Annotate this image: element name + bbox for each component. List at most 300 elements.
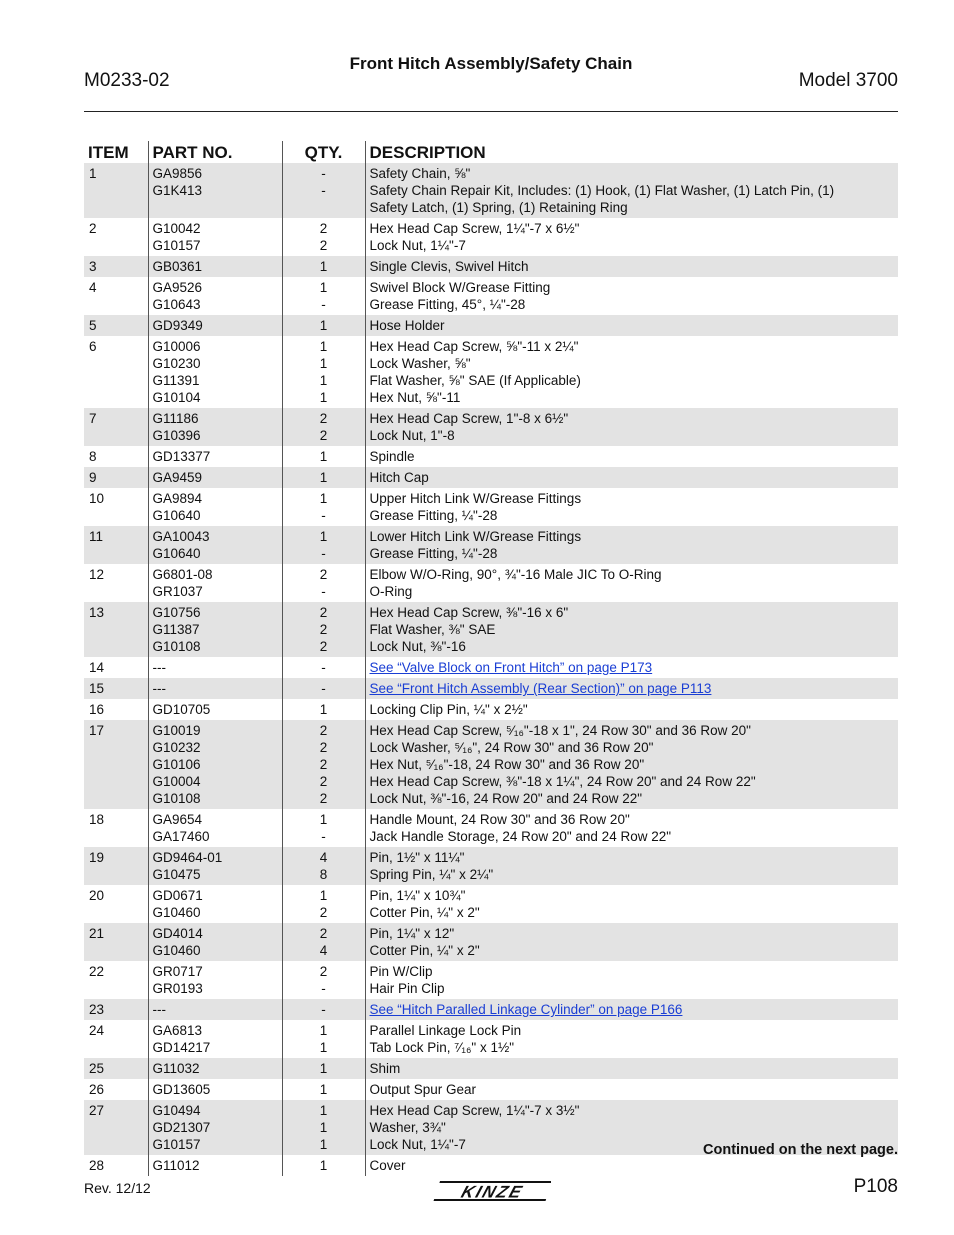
description-cell (365, 408, 898, 446)
quantity: - (321, 584, 326, 599)
part-number: GD0671 (152, 888, 203, 903)
description: Flat Washer, ⅝" SAE (If Applicable) (369, 373, 581, 388)
part-number: G10106 (152, 757, 201, 772)
description-cell (365, 336, 898, 408)
part-number: G10230 (152, 356, 201, 371)
quantity: 2 (319, 964, 328, 979)
part-number: G10756 (152, 605, 201, 620)
part-number: G10157 (152, 1137, 201, 1152)
part-number: GA17460 (152, 829, 210, 844)
part-number: GA9894 (152, 491, 203, 506)
quantity: 1 (319, 470, 328, 485)
description: Cover (369, 1158, 406, 1173)
quantity: 2 (319, 791, 328, 806)
quantity: 2 (319, 567, 328, 582)
quantity: 2 (319, 723, 328, 738)
part-number: G10460 (152, 943, 201, 958)
part-number: G10006 (152, 339, 201, 354)
item-number: 22 (84, 961, 148, 999)
item-number: 25 (84, 1058, 148, 1079)
part-number-cell (148, 699, 282, 720)
part-number: G10494 (152, 1103, 201, 1118)
description: O-Ring (369, 584, 413, 599)
quantity-cell (282, 602, 365, 657)
part-number: GD21307 (152, 1120, 211, 1135)
quantity: - (321, 508, 326, 523)
part-number-cell (148, 1155, 282, 1176)
table-row (84, 847, 898, 885)
item-number: 11 (84, 526, 148, 564)
description-cell (365, 526, 898, 564)
item-number: 26 (84, 1079, 148, 1100)
table-row (84, 657, 898, 678)
part-number: G10643 (152, 297, 201, 312)
header-divider (84, 111, 898, 112)
item-number: 9 (84, 467, 148, 488)
quantity: 2 (319, 926, 328, 941)
part-number-cell (148, 163, 282, 218)
part-number: G10157 (152, 238, 201, 253)
item-number: 10 (84, 488, 148, 526)
part-number: G10460 (152, 905, 201, 920)
table-header-row (84, 141, 898, 163)
quantity: - (321, 1002, 326, 1017)
quantity-cell (282, 809, 365, 847)
part-number-cell (148, 1079, 282, 1100)
part-number: G10019 (152, 723, 201, 738)
description: Parallel Linkage Lock Pin (369, 1023, 522, 1038)
part-number: GA6813 (152, 1023, 203, 1038)
description: Hose Holder (369, 318, 445, 333)
description: Tab Lock Pin, ⁷⁄₁₆" x 1½" (369, 1040, 515, 1055)
part-number: GR0717 (152, 964, 203, 979)
quantity: 1 (319, 318, 328, 333)
part-number: GD14217 (152, 1040, 211, 1055)
quantity-cell (282, 218, 365, 256)
quantity-cell (282, 699, 365, 720)
table-row (84, 1020, 898, 1058)
part-number-cell (148, 720, 282, 809)
description: Lock Nut, ⅜"-16, 24 Row 20" and 24 Row 22" (369, 791, 643, 806)
part-number-cell (148, 526, 282, 564)
part-number: GD9464-01 (152, 850, 223, 865)
description: Jack Handle Storage, 24 Row 20" and 24 Row 22" (369, 829, 672, 844)
description: Lock Nut, 1¼"-7 (369, 1137, 466, 1152)
quantity-cell (282, 408, 365, 446)
table-row (84, 999, 898, 1020)
cross-reference-link[interactable]: See “Hitch Paralled Linkage Cylinder” on page P166 (369, 1002, 683, 1017)
quantity: 2 (319, 428, 328, 443)
table-row (84, 564, 898, 602)
part-number-cell (148, 1058, 282, 1079)
table-row (84, 467, 898, 488)
description-cell (365, 1155, 898, 1176)
table-row (84, 1155, 898, 1176)
quantity-cell (282, 1058, 365, 1079)
part-number: GD13605 (152, 1082, 211, 1097)
table-row (84, 218, 898, 256)
column-header-item: ITEM (84, 141, 148, 163)
cross-reference-link[interactable]: See “Valve Block on Front Hitch” on page P173 (369, 660, 653, 675)
part-number-cell (148, 315, 282, 336)
quantity: 1 (319, 449, 328, 464)
description: Pin, 1½" x 11¼" (369, 850, 465, 865)
item-number: 5 (84, 315, 148, 336)
table-row (84, 163, 898, 218)
table-row (84, 336, 898, 408)
item-number: 24 (84, 1020, 148, 1058)
table-row (84, 256, 898, 277)
part-number: GA9459 (152, 470, 203, 485)
part-number-cell (148, 923, 282, 961)
part-number: G11012 (152, 1158, 200, 1173)
quantity: 2 (319, 605, 328, 620)
item-number: 2 (84, 218, 148, 256)
part-number: GA10043 (152, 529, 210, 544)
description: Safety Chain Repair Kit, Includes: (1) Hook, (1) Flat Washer, (1) Latch Pin, (1) (369, 183, 835, 198)
kinze-logo (431, 1178, 551, 1204)
description: Hex Head Cap Screw, ⁵⁄₁₆"-18 x 1", 24 Row 30" and 36 Row 20" (369, 723, 751, 738)
quantity-cell (282, 163, 365, 218)
description-cell (365, 446, 898, 467)
quantity-cell (282, 256, 365, 277)
item-number: 1 (84, 163, 148, 218)
description: Hair Pin Clip (369, 981, 445, 996)
item-number: 3 (84, 256, 148, 277)
table-row (84, 446, 898, 467)
quantity: 4 (319, 850, 328, 865)
item-number: 7 (84, 408, 148, 446)
description: Grease Fitting, ¼"-28 (369, 508, 498, 523)
quantity: - (321, 297, 326, 312)
quantity: 1 (319, 702, 328, 717)
table-row (84, 923, 898, 961)
description: Hex Nut, ⅝"-11 (369, 390, 461, 405)
part-number-cell (148, 218, 282, 256)
quantity: - (321, 681, 326, 696)
quantity-cell (282, 885, 365, 923)
description-cell (365, 809, 898, 847)
description-cell (365, 1020, 898, 1058)
quantity: 1 (319, 259, 328, 274)
quantity-cell (282, 336, 365, 408)
quantity: 8 (319, 867, 328, 882)
description-cell (365, 163, 898, 218)
item-number: 28 (84, 1155, 148, 1176)
table-row (84, 602, 898, 657)
item-number: 8 (84, 446, 148, 467)
item-number: 4 (84, 277, 148, 315)
quantity-cell (282, 315, 365, 336)
table-row (84, 720, 898, 809)
quantity: 1 (319, 1061, 328, 1076)
part-number-cell (148, 256, 282, 277)
description-cell (365, 657, 898, 678)
part-number-cell (148, 408, 282, 446)
document-number: M0233-02 (84, 70, 170, 91)
quantity: 1 (319, 1158, 328, 1173)
part-number-cell (148, 1100, 282, 1155)
description: Output Spur Gear (369, 1082, 477, 1097)
part-number: G10232 (152, 740, 201, 755)
description: Hex Head Cap Screw, ⅜"-16 x 6" (369, 605, 569, 620)
description-cell (365, 999, 898, 1020)
description: Cotter Pin, ¼" x 2" (369, 943, 480, 958)
part-number: G10108 (152, 791, 201, 806)
description: Upper Hitch Link W/Grease Fittings (369, 491, 582, 506)
quantity-cell (282, 961, 365, 999)
quantity-cell (282, 1020, 365, 1058)
cross-reference-link[interactable]: See “Front Hitch Assembly (Rear Section)” on page P113 (369, 681, 712, 696)
table-row (84, 488, 898, 526)
quantity: 1 (319, 356, 328, 371)
quantity: 1 (319, 339, 328, 354)
part-number-cell (148, 999, 282, 1020)
part-number: GR0193 (152, 981, 203, 996)
quantity: - (321, 166, 326, 181)
continued-note: Continued on the next page. (703, 1142, 898, 1158)
parts-table (84, 141, 898, 1176)
quantity: 1 (319, 1040, 328, 1055)
description: Single Clevis, Swivel Hitch (369, 259, 529, 274)
description: Hex Head Cap Screw, ⅝"-11 x 2¼" (369, 339, 579, 354)
item-number: 14 (84, 657, 148, 678)
description: Hex Head Cap Screw, 1¼"-7 x 3½" (369, 1103, 580, 1118)
description: Washer, 3¾" (369, 1120, 446, 1135)
table-row (84, 277, 898, 315)
description-cell (365, 467, 898, 488)
revision-label: Rev. 12/12 (84, 1180, 151, 1196)
part-number-cell (148, 657, 282, 678)
description: Lock Nut, ⅜"-16 (369, 639, 466, 654)
description-cell (365, 256, 898, 277)
quantity: 1 (319, 1137, 328, 1152)
quantity-cell (282, 488, 365, 526)
column-header-description: DESCRIPTION (369, 143, 486, 162)
description: Lower Hitch Link W/Grease Fittings (369, 529, 582, 544)
page-number: P108 (853, 1176, 898, 1197)
quantity: 1 (319, 390, 328, 405)
description-cell (365, 277, 898, 315)
item-number: 21 (84, 923, 148, 961)
description-cell (365, 602, 898, 657)
description: Shim (369, 1061, 401, 1076)
part-number: GA9856 (152, 166, 203, 181)
quantity: 4 (319, 943, 328, 958)
description: Lock Nut, 1¼"-7 (369, 238, 466, 253)
part-number-cell (148, 1020, 282, 1058)
quantity-cell (282, 564, 365, 602)
part-number: --- (152, 660, 166, 675)
table-row (84, 1058, 898, 1079)
item-number: 27 (84, 1100, 148, 1155)
quantity-cell (282, 467, 365, 488)
part-number: G11391 (152, 373, 200, 388)
part-number: GD9349 (152, 318, 203, 333)
description: Lock Nut, 1"-8 (369, 428, 455, 443)
description-cell (365, 923, 898, 961)
description: Hex Nut, ⁵⁄₁₆"-18, 24 Row 30" and 36 Row 20" (369, 757, 645, 772)
part-number: GB0361 (152, 259, 203, 274)
description-cell (365, 564, 898, 602)
description-cell (365, 720, 898, 809)
part-number: G11032 (152, 1061, 200, 1076)
quantity: 1 (319, 812, 328, 827)
quantity-cell (282, 446, 365, 467)
quantity: 1 (319, 1103, 328, 1118)
part-number-cell (148, 961, 282, 999)
model-label: Model 3700 (798, 70, 898, 91)
part-number-cell (148, 336, 282, 408)
description: Safety Latch, (1) Spring, (1) Retaining Ring (369, 200, 628, 215)
part-number: G10108 (152, 639, 201, 654)
page-title: Front Hitch Assembly/Safety Chain (349, 54, 633, 73)
description: Cotter Pin, ¼" x 2" (369, 905, 480, 920)
quantity: 1 (319, 373, 328, 388)
quantity: 2 (319, 740, 328, 755)
quantity: 1 (319, 280, 328, 295)
description: Safety Chain, ⅝" (369, 166, 471, 181)
table-row (84, 315, 898, 336)
quantity: 2 (319, 221, 328, 236)
quantity: - (321, 981, 326, 996)
part-number: GA9654 (152, 812, 203, 827)
item-number: 12 (84, 564, 148, 602)
item-number: 6 (84, 336, 148, 408)
quantity: 1 (319, 1082, 328, 1097)
part-number-cell (148, 602, 282, 657)
quantity: - (321, 660, 326, 675)
quantity: - (321, 546, 326, 561)
quantity-cell (282, 678, 365, 699)
description: Hex Head Cap Screw, ⅜"-18 x 1¼", 24 Row 20" and 24 Row 22" (369, 774, 756, 789)
quantity-cell (282, 277, 365, 315)
part-number-cell (148, 885, 282, 923)
part-number: --- (152, 1002, 166, 1017)
description: Pin, 1¼" x 12" (369, 926, 455, 941)
description: Pin W/Clip (369, 964, 433, 979)
part-number: GD4014 (152, 926, 203, 941)
quantity: 1 (319, 491, 328, 506)
part-number-cell (148, 446, 282, 467)
description: Flat Washer, ⅜" SAE (369, 622, 496, 637)
quantity-cell (282, 1155, 365, 1176)
item-number: 17 (84, 720, 148, 809)
table-row (84, 408, 898, 446)
quantity: 2 (319, 622, 328, 637)
part-number: G11186 (152, 411, 199, 426)
part-number: G10640 (152, 508, 201, 523)
description: Spindle (369, 449, 415, 464)
description: Hex Head Cap Screw, 1"-8 x 6½" (369, 411, 569, 426)
table-row (84, 678, 898, 699)
description-cell (365, 678, 898, 699)
description-cell (365, 847, 898, 885)
quantity-cell (282, 526, 365, 564)
description: Lock Washer, ⁵⁄₁₆", 24 Row 30" and 36 Row 20" (369, 740, 654, 755)
description: Elbow W/O-Ring, 90°, ¾"-16 Male JIC To O-Ring (369, 567, 662, 582)
item-number: 23 (84, 999, 148, 1020)
quantity-cell (282, 847, 365, 885)
part-number: G10004 (152, 774, 201, 789)
item-number: 16 (84, 699, 148, 720)
part-number: G6801-08 (152, 567, 213, 582)
part-number: GD13377 (152, 449, 211, 464)
quantity: 2 (319, 639, 328, 654)
quantity: 2 (319, 238, 328, 253)
quantity-cell (282, 999, 365, 1020)
description: Hex Head Cap Screw, 1¼"-7 x 6½" (369, 221, 580, 236)
part-number: G10475 (152, 867, 201, 882)
description-cell (365, 218, 898, 256)
description: Grease Fitting, 45°, ¼"-28 (369, 297, 526, 312)
quantity: 1 (319, 1120, 328, 1135)
description-cell (365, 315, 898, 336)
description: Grease Fitting, ¼"-28 (369, 546, 498, 561)
quantity: 2 (319, 774, 328, 789)
part-number: G10640 (152, 546, 201, 561)
description-cell (365, 885, 898, 923)
quantity: - (321, 183, 326, 198)
quantity-cell (282, 657, 365, 678)
description-cell (365, 699, 898, 720)
description: Locking Clip Pin, ¼" x 2½" (369, 702, 528, 717)
part-number-cell (148, 809, 282, 847)
part-number-cell (148, 564, 282, 602)
part-number: G10396 (152, 428, 201, 443)
quantity-cell (282, 720, 365, 809)
description-cell (365, 1079, 898, 1100)
column-header-part-no: PART NO. (148, 141, 282, 163)
part-number: GD10705 (152, 702, 211, 717)
part-number: G1K413 (152, 183, 203, 198)
item-number: 19 (84, 847, 148, 885)
part-number-cell (148, 277, 282, 315)
description-cell (365, 488, 898, 526)
description: Hitch Cap (369, 470, 429, 485)
quantity: 1 (319, 529, 328, 544)
table-row (84, 699, 898, 720)
part-number: GR1037 (152, 584, 203, 599)
description: Pin, 1¼" x 10¾" (369, 888, 466, 903)
quantity: - (321, 829, 326, 844)
quantity-cell (282, 1100, 365, 1155)
item-number: 15 (84, 678, 148, 699)
part-number: --- (152, 681, 166, 696)
item-number: 13 (84, 602, 148, 657)
description-cell (365, 961, 898, 999)
table-row (84, 526, 898, 564)
part-number-cell (148, 467, 282, 488)
part-number: GA9526 (152, 280, 203, 295)
quantity: 2 (319, 411, 328, 426)
table-row (84, 885, 898, 923)
quantity: 1 (319, 1023, 328, 1038)
table-row (84, 961, 898, 999)
description: Spring Pin, ¼" x 2¼" (369, 867, 494, 882)
quantity: 2 (319, 757, 328, 772)
column-header-qty: QTY. (282, 141, 365, 163)
quantity: 1 (319, 888, 328, 903)
item-number: 20 (84, 885, 148, 923)
part-number: G11387 (152, 622, 200, 637)
part-number: G10104 (152, 390, 201, 405)
description: Swivel Block W/Grease Fitting (369, 280, 551, 295)
description: Lock Washer, ⅝" (369, 356, 471, 371)
description: Handle Mount, 24 Row 30" and 36 Row 20" (369, 812, 630, 827)
logo-text: KINZE (458, 1181, 527, 1202)
part-number-cell (148, 678, 282, 699)
